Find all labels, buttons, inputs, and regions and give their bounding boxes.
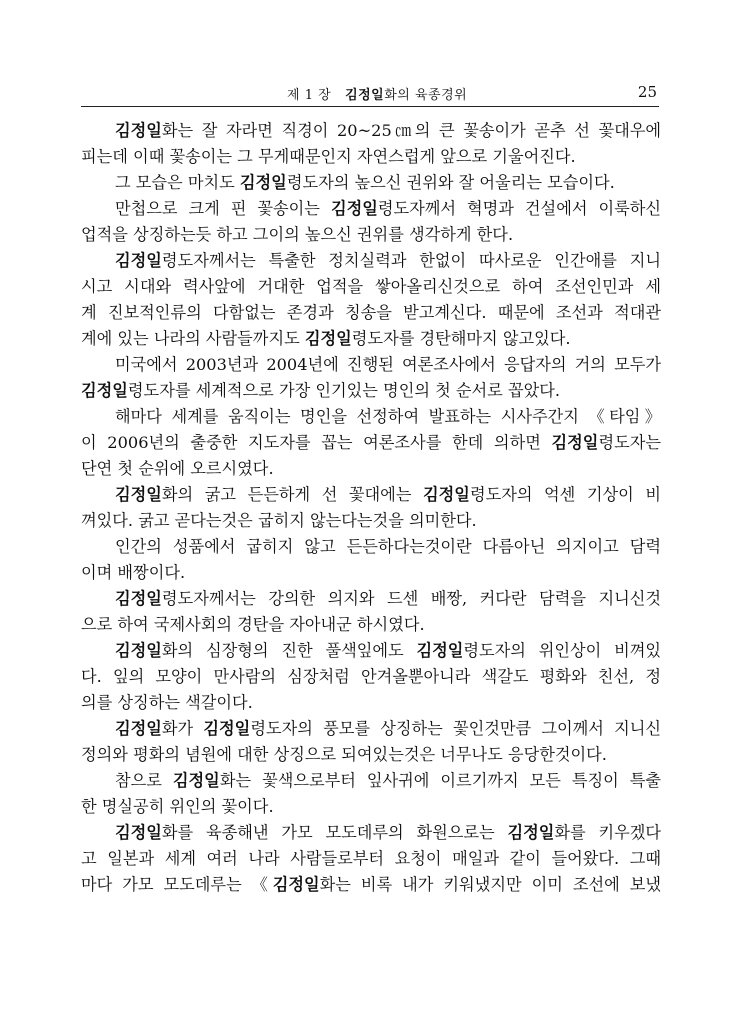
line-text: 화가 xyxy=(161,719,204,738)
line-text: 령도자의 위인상이 비껴있 xyxy=(463,641,661,660)
bold-name: 김정일 xyxy=(239,173,287,192)
bold-name: 김정일 xyxy=(115,641,162,660)
text-line xyxy=(81,534,661,560)
bold-name: 김정일 xyxy=(115,485,162,504)
text-line xyxy=(81,274,661,300)
text-line xyxy=(81,820,661,846)
line-text: 으로 하여 국제사회의 경탄을 자아내군 하시였다. xyxy=(81,615,425,634)
line-text: 단연 첫 순위에 오르시였다. xyxy=(81,459,274,478)
line-text: 고 일본과 세계 여러 나라 사람들로부터 요청이 매일과 같이 들어왔다. 그때 xyxy=(81,849,661,868)
text-line xyxy=(81,638,661,664)
bold-name: 김정일 xyxy=(416,641,464,660)
bold-name: 김정일 xyxy=(304,329,352,348)
bold-name: 김정일 xyxy=(115,589,162,608)
text-line xyxy=(81,170,661,196)
text-line xyxy=(81,352,661,378)
text-line xyxy=(81,664,661,690)
text-line xyxy=(81,508,661,534)
chapter-title-rest: 화의 육종경위 xyxy=(384,88,468,103)
text-line xyxy=(81,586,661,612)
running-header xyxy=(81,82,659,107)
line-text: 계에 있는 나라의 사람들까지도 xyxy=(81,329,305,348)
text-line xyxy=(81,222,661,248)
bold-name: 김정일 xyxy=(115,823,162,842)
text-line xyxy=(81,404,661,430)
line-text: 령도자의 억센 기상이 비 xyxy=(469,485,661,504)
line-text: 다. 잎의 모양이 만사람의 심장처럼 안겨올뿐아니라 색갈도 평화와 친선, 정 xyxy=(81,667,661,686)
bold-name: 김정일 xyxy=(81,381,128,400)
line-text: 화의 굵고 든든하게 선 꽃대에는 xyxy=(161,485,424,504)
line-text: 령도자께서는 강의한 의지와 드센 배짱, 커다란 담력을 지니신것 xyxy=(161,589,661,608)
bold-name: 김정일 xyxy=(172,771,220,790)
text-line xyxy=(81,872,661,898)
text-line xyxy=(81,430,661,456)
bold-name: 김정일 xyxy=(330,199,378,218)
line-text: 이 2006년의 출중한 지도자를 꼽는 여론조사를 한데 의하면 xyxy=(81,433,552,452)
line-text: 정의와 평화의 념원에 대한 상징으로 되여있는것은 너무나도 응당한것이다. xyxy=(81,745,607,764)
line-text: 껴있다. 굵고 곧다는것은 굽히지 않는다는것을 의미한다. xyxy=(81,511,477,530)
text-line xyxy=(81,690,661,716)
line-text: 령도자의 높으신 권위와 잘 어울리는 모습이다. xyxy=(286,173,615,192)
bold-name: 김정일 xyxy=(115,719,162,738)
bold-name: 김정일 xyxy=(272,875,320,894)
text-line xyxy=(81,846,661,872)
text-line xyxy=(81,742,661,768)
bold-name: 김정일 xyxy=(115,251,162,270)
line-text: 화는 비록 내가 키워냈지만 이미 조선에 보냈 xyxy=(319,875,661,894)
line-text: 만첩으로 크게 핀 꽃송이는 xyxy=(115,199,331,218)
chapter-title-bold: 김정일 xyxy=(345,88,385,103)
text-line xyxy=(81,196,661,222)
line-text: 령도자의 풍모를 상징하는 꽃인것만큼 그이께서 지니신 xyxy=(250,719,661,738)
line-text: 그 모습은 마치도 xyxy=(115,173,240,192)
text-line xyxy=(81,118,661,144)
text-line xyxy=(81,326,661,352)
line-text: 해마다 세계를 움직이는 명인을 선정하여 발표하는 시사주간지 《타임》 xyxy=(115,407,661,426)
text-line xyxy=(81,612,661,638)
line-text: 의를 상징하는 색갈이다. xyxy=(81,693,253,712)
line-text: 인간의 성품에서 굽히지 않고 든든하다는것이란 다름아닌 의지이고 담력 xyxy=(115,537,661,556)
line-text: 령도자를 세계적으로 가장 인기있는 명인의 첫 순서로 꼽았다. xyxy=(127,381,561,400)
line-text: 화를 육종해낸 가모 모도데루의 화원으로는 xyxy=(161,823,508,842)
line-text: 참으로 xyxy=(115,771,173,790)
line-text: 령도자는 xyxy=(598,433,661,452)
text-line xyxy=(81,144,661,170)
line-text: 마다 가모 모도데루는 《 xyxy=(81,875,273,894)
line-text: 화는 꽃색으로부터 잎사귀에 이르기까지 모든 특징이 특출 xyxy=(219,771,661,790)
line-text: 화는 잘 자라면 직경이 20~25㎝의 큰 꽃송이가 곧추 선 꽃대우에 xyxy=(161,121,661,140)
line-text: 시고 시대와 력사앞에 거대한 업적을 쌓아올리신것으로 하여 조선인민과 세 xyxy=(81,277,661,296)
chapter-label: 제 1 장 xyxy=(287,88,332,103)
text-line xyxy=(81,794,661,820)
text-line xyxy=(81,716,661,742)
bold-name: 김정일 xyxy=(551,433,599,452)
line-text: 이며 배짱이다. xyxy=(81,563,186,582)
text-line xyxy=(81,378,661,404)
bold-name: 김정일 xyxy=(507,823,555,842)
line-text: 피는데 이때 꽃송이는 그 무게때문인지 자연스럽게 앞으로 기울어진다. xyxy=(81,147,576,166)
text-line xyxy=(81,248,661,274)
page-number: 25 xyxy=(637,83,657,101)
text-line xyxy=(81,456,661,482)
line-text: 령도자께서 혁명과 건설에서 이룩하신 xyxy=(377,199,661,218)
line-text: 화를 키우겠다 xyxy=(554,823,661,842)
line-text: 계 진보적인류의 다함없는 존경과 칭송을 받고계신다. 때문에 조선과 적대관 xyxy=(81,303,661,322)
line-text: 미국에서 2003년과 2004년에 진행된 여론조사에서 응답자의 거의 모두가 xyxy=(115,355,661,374)
body-text xyxy=(81,118,661,898)
line-text: 한 명실공히 위인의 꽃이다. xyxy=(81,797,274,816)
bold-name: 김정일 xyxy=(423,485,470,504)
bold-name: 김정일 xyxy=(115,121,162,140)
line-text: 화의 심장형의 진한 풀색잎에도 xyxy=(161,641,417,660)
text-line xyxy=(81,560,661,586)
text-line xyxy=(81,482,661,508)
line-text: 령도자를 경탄해마지 않고있다. xyxy=(351,329,571,348)
text-line xyxy=(81,300,661,326)
line-text: 업적을 상징하는듯 하고 그이의 높으신 권위를 생각하게 한다. xyxy=(81,225,514,244)
line-text: 령도자께서는 특출한 정치실력과 한없이 따사로운 인간애를 지니 xyxy=(161,251,661,270)
chapter-title xyxy=(287,84,467,103)
bold-name: 김정일 xyxy=(203,719,251,738)
text-line xyxy=(81,768,661,794)
